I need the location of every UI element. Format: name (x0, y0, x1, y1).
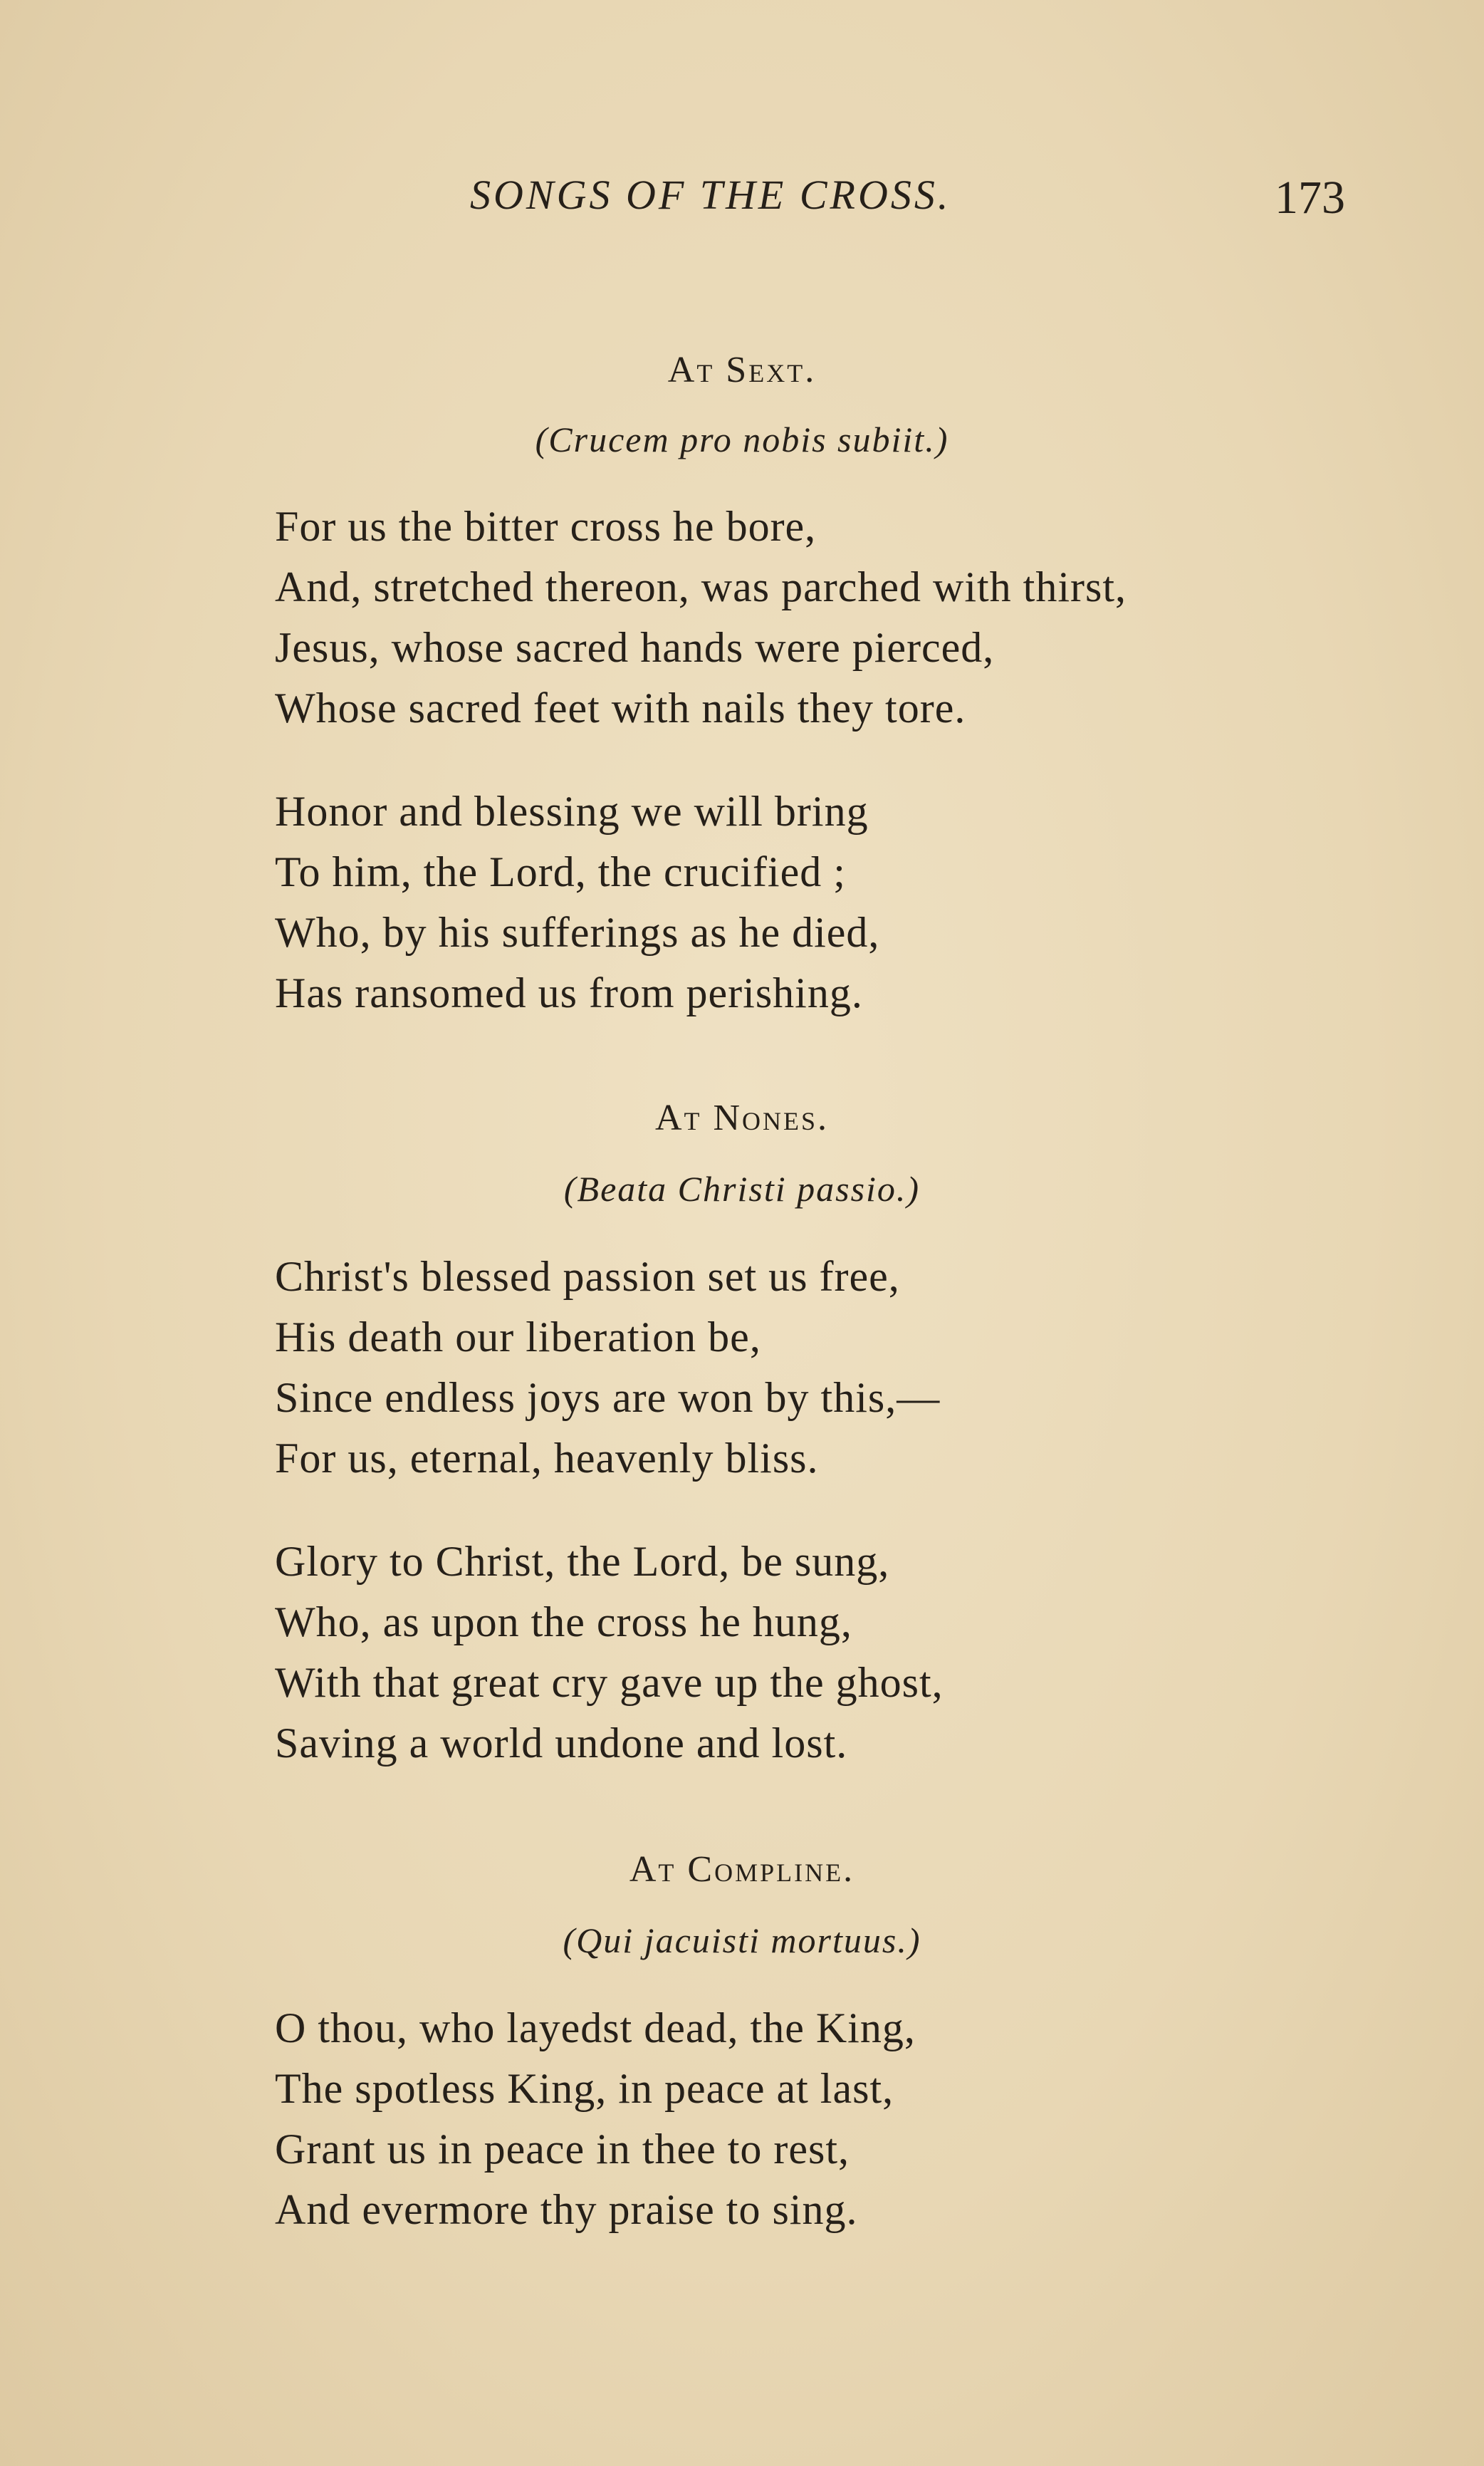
running-head (0, 171, 1484, 235)
verse-line: Glory to Christ, the Lord, be sung, (275, 1538, 890, 1585)
section-heading-nones: At Nones. (654, 1098, 830, 1138)
verse-line: And evermore thy praise to sing. (275, 2186, 858, 2233)
section-heading-sext: At Sext. (667, 350, 817, 390)
verse-line: Who, as upon the cross he hung, (275, 1598, 852, 1645)
verse-line: For us, eternal, heavenly bliss. (275, 1435, 819, 1482)
verse-line: And, stretched thereon, was parched with thirst, (275, 563, 1127, 610)
verse-line: Honor and blessing we will bring (275, 788, 869, 835)
verse-line: O thou, who layedst dead, the King, (275, 2004, 916, 2051)
latin-incipit-compline: (Qui jacuisti mortuus.) (563, 1920, 921, 1960)
verse-line: With that great cry gave up the ghost, (275, 1659, 944, 1706)
verse-line: Who, by his sufferings as he died, (275, 909, 880, 956)
verse-line: For us the bitter cross he bore, (275, 503, 817, 550)
stanza-sext-1 (275, 496, 1414, 739)
verse-line: Saving a world undone and lost. (275, 1720, 848, 1767)
verse-line: Christ's blessed passion set us free, (275, 1253, 900, 1300)
page-number: 173 (1275, 172, 1345, 224)
verse-line: Grant us in peace in thee to rest, (275, 2126, 850, 2173)
running-title: SONGS OF THE CROSS. (470, 172, 951, 218)
verse-line: His death our liberation be, (275, 1313, 761, 1361)
stanza-sext-2 (275, 781, 1414, 1024)
verse-line: To him, the Lord, the crucified ; (275, 848, 846, 895)
verse-line: Whose sacred feet with nails they tore. (275, 685, 966, 732)
stanza-nones-1 (275, 1247, 1414, 1489)
stanza-compline-1 (275, 1998, 1414, 2240)
latin-incipit-nones: (Beata Christi passio.) (563, 1169, 921, 1209)
verse-line: The spotless King, in peace at last, (275, 2065, 894, 2112)
verse-line: Since endless joys are won by this,— (275, 1374, 941, 1421)
verse-line: Has ransomed us from perishing. (275, 969, 863, 1016)
stanza-nones-2 (275, 1531, 1414, 1774)
section-heading-compline: At Compline. (629, 1849, 855, 1890)
verse-line: Jesus, whose sacred hands were pierced, (275, 624, 995, 671)
latin-incipit-sext: (Crucem pro nobis subiit.) (535, 420, 949, 459)
